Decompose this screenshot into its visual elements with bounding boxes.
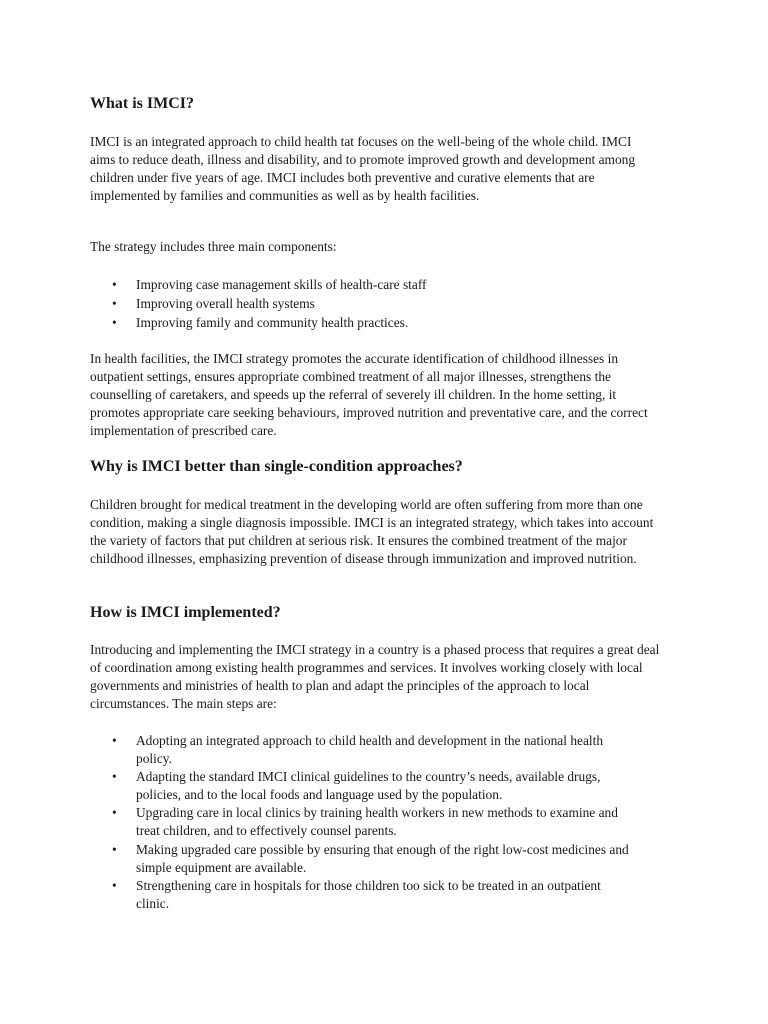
paragraph-why-imci: Children brought for medical treatment in the developing world are often suffering from more than one condition, making a single diagnosis impossible. IMCI is an integrated strategy, which takes into account the variety of factors that put children at serious risk. It ensures the combined treatment of the major childhood illnesses, emphasizing prevention of disease through immunization and improved nutrition.	[90, 497, 654, 567]
paragraph-how-imci: Introducing and implementing the IMCI strategy in a country is a phased process that requires a great deal of coordination among existing health programmes and services. It involves working closely with local governments and ministries of health to plan and adapt the principles of the approach to local circumstances. The main steps are:	[90, 642, 660, 712]
heading-why-imci-better: Why is IMCI better than single-condition approaches?	[90, 458, 463, 475]
list-item: • Improving overall health systems	[90, 295, 660, 313]
heading-what-is-imci: What is IMCI?	[90, 95, 195, 112]
list-item: • Improving case management skills of health-care staff	[90, 276, 660, 294]
heading-how-imci-implemented: How is IMCI implemented?	[90, 604, 281, 621]
list-item: • Making upgraded care possible by ensuring that enough of the right low-cost medicines and simple equipment are available.	[90, 841, 636, 877]
list-main-steps	[90, 732, 660, 913]
list-item: • Upgrading care in local clinics by training health workers in new methods to examine and treat children, and to effectively counsel parents.	[90, 804, 636, 840]
list-item: • Adapting the standard IMCI clinical guidelines to the country’s needs, available drugs, policies, and to the local foods and language used by the population.	[90, 768, 636, 804]
list-item: • Strengthening care in hospitals for those children too sick to be treated in an outpatient clinic.	[90, 877, 636, 913]
list-item: • Adopting an integrated approach to child health and development in the national health policy.	[90, 732, 636, 768]
list-main-components	[90, 276, 660, 333]
paragraph-strategy-intro: The strategy includes three main components:	[90, 239, 337, 254]
paragraph-health-facilities: In health facilities, the IMCI strategy promotes the accurate identification of childhood illnesses in outpatient settings, ensures appropriate combined treatment of all major illnesses, strengthens the counselling of caretakers, and speeds up the referral of severely ill children. In the home setting, it promotes appropriate care seeking behaviours, improved nutrition and preventative care, and the correct implementation of prescribed care.	[90, 351, 648, 439]
list-item: • Improving family and community health practices.	[90, 314, 660, 332]
paragraph-imci-definition: IMCI is an integrated approach to child health tat focuses on the well-being of the whole child. IMCI aims to reduce death, illness and disability, and to promote improved growth and development among children under five years of age. IMCI includes both preventive and curative elements that are implemented by families and communities as well as by health facilities.	[90, 134, 636, 204]
